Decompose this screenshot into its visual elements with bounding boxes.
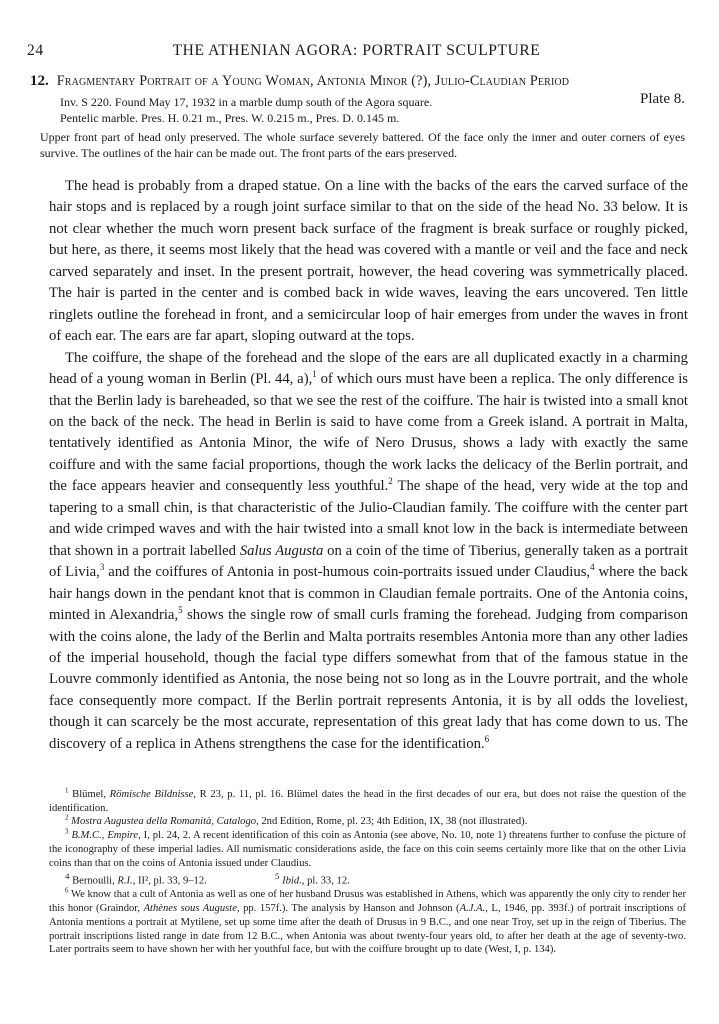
entry-metadata [60, 91, 685, 126]
footnote-marker: 6 [65, 886, 69, 895]
footnote-marker: 2 [65, 813, 69, 822]
footnote-ref-3[interactable]: 3 [99, 562, 105, 573]
footnote-italic: Athènes sous Auguste [143, 903, 237, 915]
footnote-marker: 1 [65, 786, 69, 795]
p2-text-g: where the back hair hangs down in the pendant knot that is common in Claudian female portraits. One of the Antonia coins, minted in Alexandria, [49, 564, 688, 624]
footnote-marker: 5 [275, 871, 280, 882]
footnote-text: We know that a cult of Antonia as well as one of her husband Drusus was established in Athens, which was apparently the only city to render her this honor (Graindor, [49, 889, 686, 915]
footnote-text: Bernoulli, [72, 875, 118, 887]
condition-description [40, 129, 685, 161]
entry-title: Fragmentary Portrait of a Young Woman, Antonia Minor (?), Julio-Claudian Period [56, 73, 570, 89]
footnote-text: , II², pl. 33, 9–12. [132, 875, 207, 887]
footnote-text: Blümel, [72, 789, 110, 800]
footnote-text: , I, pl. 24, 2. A recent identification of this coin as Antonia (see above, No. 10, note 1) threatens further to confuse the picture of the iconography of these imperial ladies. All numismatic considerations aside, the face on this coin seems certainly more like that on the other Livia coins than that on the coins of Antonia issued under Claudius. [49, 830, 686, 869]
p2-italic-salus-augusta: Salus Augusta [239, 542, 324, 559]
entry-number: 12. [30, 73, 49, 89]
p2-text-b: of which ours must have been a replica. The only difference is that the Berlin lady is bareheaded, so that we see the rest of the coiffure. The hair is twisted into a small knot on the back of the neck. The head in Berlin is said to have come from a Greek island. A portrait in Malta, tentatively identified as Antonia Minor, the wife of Nero Drusus, shows a lady with exactly the same coiffure and with the same facial proportions, though the work lacks the delicacy of the Berlin portrait, and the face appears heavier and consequently less youthful. [49, 371, 688, 495]
footnote-italic: B.M.C., Empire [71, 830, 139, 842]
footnote-text: , pl. 33, 12. [301, 875, 350, 887]
paragraph-2 [49, 348, 688, 756]
p2-text-h: shows the single row of small curls framing the forehead. Judging from comparison with the coins alone, the lady of the Berlin and Malta portraits resembles Antonia more than any other ladies of the imperial household, though the facial type differs somewhat from that of the famous statue in the Louvre commonly identified as Antonia, the nose being not so long as in the Louvre portrait, and the whole face consequently more compact. If the Berlin portrait represents Antonia, it is by all odds the loveliest, though it can scarcely be the most accurate, representation of this great lady that has come down to us. The discovery of a replica in Athens strengthens the case for the identification. [49, 607, 689, 752]
p2-text-c: The shape of the head, very wide at the top and tapering to a small chin, is that characteristic of the Julio-Claudian family. The coiffure with the center part and wide crimped waves and with the hair twisted into a small knot low in the back is intermediate between that shown in a portrait labelled [49, 478, 688, 559]
body-text [49, 176, 688, 755]
footnote-text: , R 23, p. 11, pl. 16. Blümel dates the head in the first decades of our era, but does not raise the question of the identification. [49, 789, 686, 814]
footnote-4 [65, 870, 275, 888]
inventory-line: Inv. S 220. Found May 17, 1932 in a marble dump south of the Agora square. [60, 95, 433, 109]
footnote-6 [49, 888, 686, 957]
material-line: Pentelic marble. Pres. H. 0.21 m., Pres. W. 0.215 m., Pres. D. 0.145 m. [60, 110, 400, 125]
footnote-ref-6[interactable]: 6 [484, 733, 490, 744]
footnote-italic: Ibid. [282, 875, 302, 887]
footnote-italic: R.I. [117, 875, 133, 887]
footnote-ref-2[interactable]: 2 [388, 476, 393, 487]
p2-text-a: The coiffure, the shape of the forehead and the slope of the ears are all duplicated exactly in a charming head of a young woman in Berlin (Pl. 44, a), [49, 349, 688, 388]
footnote-1 [49, 788, 686, 815]
running-title: THE ATHENIAN AGORA: PORTRAIT SCULPTURE [172, 42, 541, 59]
footnote-marker: 3 [65, 827, 69, 836]
entry-heading [30, 73, 689, 90]
footnote-text: , 2nd Edition, Rome, pl. 23; 4th Edition, IX, 38 (not illustrated). [256, 816, 528, 828]
footnote-ref-1[interactable]: 1 [312, 369, 317, 380]
footnotes-4-5 [49, 870, 686, 888]
footnote-ref-5[interactable]: 5 [178, 605, 183, 616]
plate-reference: Plate 8. [640, 91, 685, 107]
footnote-text: , pp. 157f.). The analysis by Hanson and Johnson ( [236, 903, 460, 915]
p2-text-f: and the coiffures of Antonia in post-humous coin-portraits issued under Claudius, [104, 564, 591, 581]
footnote-ref-4[interactable]: 4 [590, 562, 595, 573]
footnote-2 [49, 815, 686, 829]
footnote-italic: Römische Bildnisse [109, 789, 194, 800]
footnote-marker: 4 [65, 871, 70, 882]
p2-text-e: on a coin of the time of Tiberius, generally taken as a portrait of Livia, [49, 542, 688, 581]
footnote-5 [275, 870, 350, 888]
footnote-italic: Mostra Augustea della Romanità, Catalogo [71, 816, 257, 828]
running-head [27, 42, 686, 64]
page-number: 24 [27, 42, 44, 59]
footnotes [49, 788, 686, 957]
footnote-text: , L, 1946, pp. 393f.) of portrait inscriptions of Antonia mentions a portrait at Mytilene, set up some time after the death of Drusus in 9 B.C., and one near Troy, set up in the reign of Tiberius. The portrait inscriptions listed range in date from 12 B.C., when Antonia was about twenty-four years old, to after her death at the age of seventy-two. Later portraits seem to have shown her with her youthful face, but with the coiffure brought up to date (West, I, p. 134). [49, 903, 687, 956]
footnote-3 [49, 829, 686, 870]
paragraph-1: The head is probably from a draped statue. On a line with the backs of the ears the carved surface of the hair stops and is replaced by a rough joint surface similar to that on the side of the head No. 33 below. It is not clear whether the much worn present back surface of the fragment is break surface or roughly picked, but here, as there, it seems most likely that the head was covered with a mantle or veil and the face and neck carved separately and inset. In the present portrait, however, the head covering was symmetrically placed. The hair is parted in the center and is combed back in wide waves, leaving the ears uncovered. Ten little ringlets outline the forehead in front, and a semicircular loop of hair emerges from under the waves in front of each ear. The ears are far apart, sloping outward at the tops. [49, 178, 688, 345]
footnote-italic: A.J.A. [459, 903, 486, 915]
condition-text: Upper front part of head only preserved. The whole surface severely battered. Of the face only the inner and outer corners of eyes survive. The outlines of the hair can be made out. The front parts of the ears preserved. [40, 130, 685, 160]
